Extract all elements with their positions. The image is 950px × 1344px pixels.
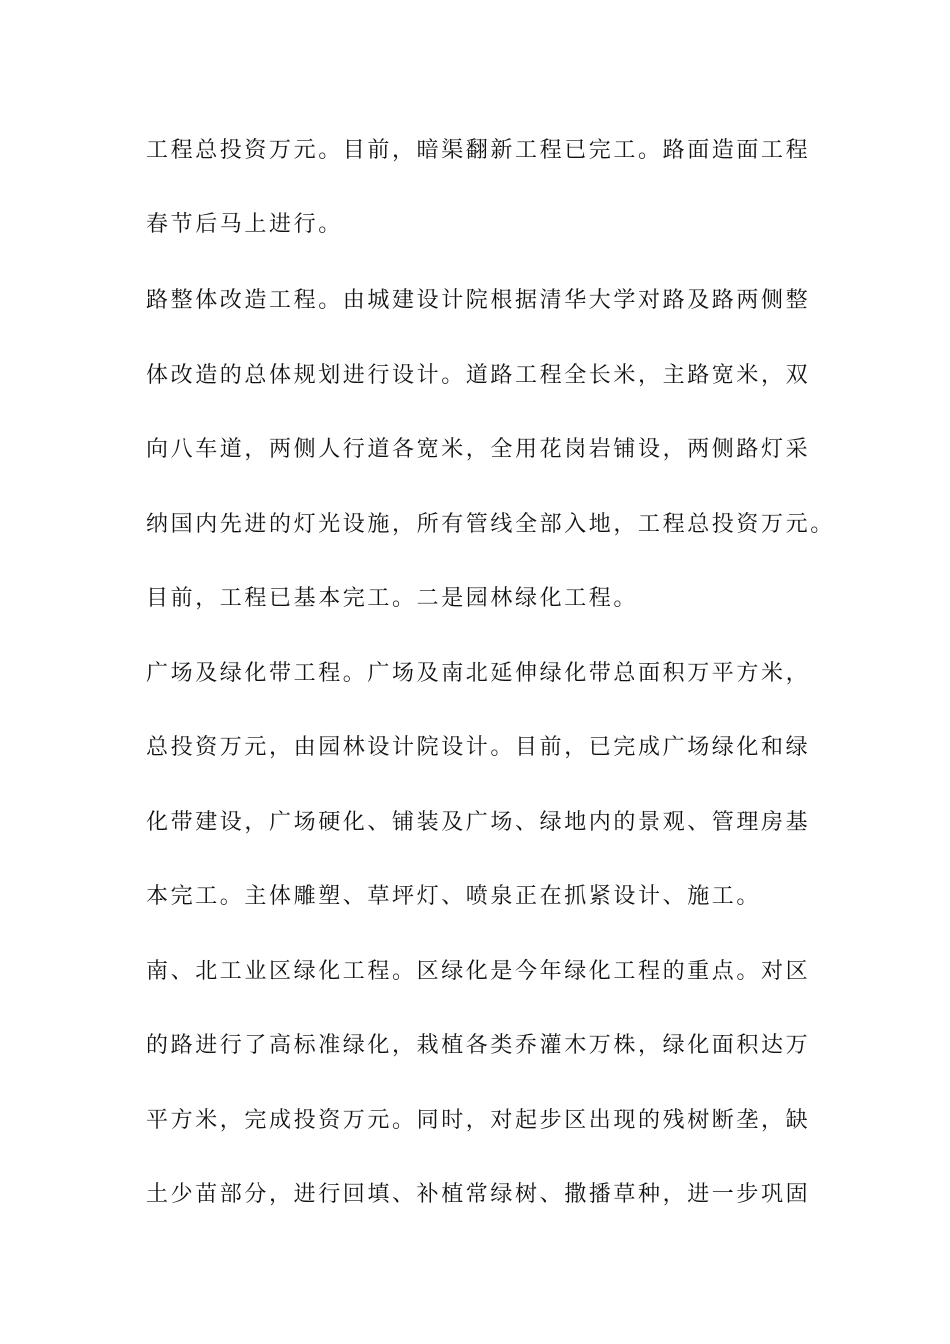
text-line: 体改造的总体规划进行设计。道路工程全长米，主路宽米，双 (146, 363, 811, 388)
text-line: 纳国内先进的灯光设施，所有管线全部入地，工程总投资万元。 (146, 512, 835, 537)
text-line: 土少苗部分，进行回填、补植常绿树、撒播草种，进一步巩固 (146, 1182, 811, 1207)
text-line: 向八车道，两侧人行道各宽米，全用花岗岩铺设，两侧路灯采 (146, 437, 811, 462)
text-line: 南、北工业区绿化工程。区绿化是今年绿化工程的重点。对区 (146, 959, 811, 984)
text-line: 目前，工程已基本完工。二是园林绿化工程。 (146, 586, 639, 611)
text-line: 总投资万元，由园林设计院设计。目前，已完成广场绿化和绿 (146, 735, 811, 760)
text-line: 广场及绿化带工程。广场及南北延伸绿化带总面积万平方米， (146, 661, 811, 686)
text-line: 的路进行了高标准绿化，栽植各类乔灌木万株，绿化面积达万 (146, 1033, 811, 1058)
text-line: 化带建设，广场硬化、铺装及广场、绿地内的景观、管理房基 (146, 810, 811, 835)
text-line: 春节后马上进行。 (146, 212, 343, 237)
text-line: 本完工。主体雕塑、草坪灯、喷泉正在抓紧设计、施工。 (146, 884, 762, 909)
text-line: 工程总投资万元。目前，暗渠翻新工程已完工。路面造面工程 (146, 138, 811, 163)
text-line: 路整体改造工程。由城建设计院根据清华大学对路及路两侧整 (146, 288, 811, 313)
text-line: 平方米，完成投资万元。同时，对起步区出现的残树断垄，缺 (146, 1108, 811, 1133)
